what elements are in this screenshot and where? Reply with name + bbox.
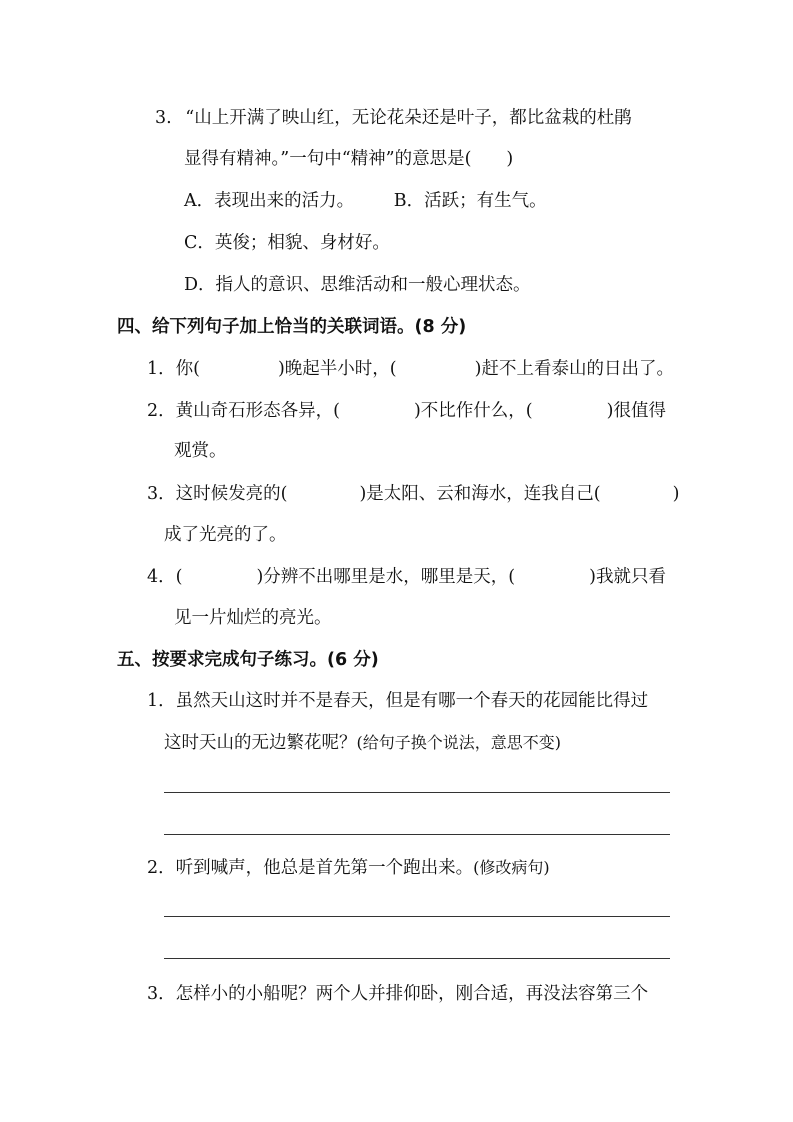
- q3-top-text: “山上开满了映山红，无论花朵还是叶子，都比盆栽的杜鹃: [185, 108, 632, 128]
- q3-option-c[interactable]: C．英俊；相貌、身材好。: [184, 233, 390, 253]
- s4-q4-line2: 见一片灿烂的亮光。: [174, 608, 332, 628]
- s4-q3: [147, 482, 679, 506]
- s4-q2-text-a: 黄山奇石形态各异，(: [175, 401, 340, 421]
- s4-q1-text-a: 你(: [175, 359, 200, 379]
- s5-q2-answer-line-1[interactable]: [164, 916, 670, 917]
- s5-q1-line1: [147, 689, 648, 713]
- section4-title: 四、给下列句子加上恰当的关联词语。(8 分): [117, 317, 467, 337]
- s4-q3-number: 3．: [147, 484, 176, 504]
- s4-q3-text-a: 这时候发亮的(: [175, 484, 288, 504]
- s4-q1: [147, 357, 674, 381]
- s4-q3-text-c: ): [672, 484, 680, 504]
- s5-q1-text-2: 这时天山的无边繁花呢？: [164, 733, 357, 753]
- s4-q2-line2: 观赏。: [174, 441, 227, 461]
- q3-option-d[interactable]: D．指人的意识、思维活动和一般心理状态。: [184, 275, 531, 295]
- s5-q1-line2: [164, 731, 561, 755]
- s4-q2-text-c: )很值得: [606, 401, 666, 421]
- s5-q2-text: 听到喊声，他总是首先第一个跑出来。: [175, 858, 474, 878]
- q3-top-line2: 显得有精神。”一句中“精神”的意思是( ): [184, 149, 514, 169]
- q3-option-row-ab: [184, 189, 547, 213]
- s5-q2-instruction: (修改病句): [473, 858, 550, 877]
- s5-q2-number: 2．: [147, 858, 176, 878]
- s5-q2-answer-line-2[interactable]: [164, 958, 670, 959]
- q3-top-number: 3.: [155, 108, 172, 128]
- s4-q1-text-c: )赶不上看泰山的日出了。: [474, 359, 674, 379]
- q3-option-b[interactable]: B．活跃；有生气。: [393, 191, 547, 211]
- s4-q4-text-c: )我就只看: [589, 567, 666, 587]
- s4-q3-text-b: )是太阳、云和海水，连我自己(: [359, 484, 601, 504]
- s5-q2-line1: [147, 856, 550, 880]
- s4-q2-number: 2．: [147, 401, 176, 421]
- s4-q1-number: 1．: [147, 359, 176, 379]
- q3-top-line1: [155, 106, 632, 130]
- s4-q3-line2: 成了光亮的了。: [164, 525, 287, 545]
- s4-q1-text-b: )晚起半小时，(: [277, 359, 397, 379]
- s5-q3-text: 怎样小的小船呢？两个人并排仰卧，刚合适，再没法容第三个: [175, 984, 649, 1004]
- s4-q4-number: 4．: [147, 567, 176, 587]
- s4-q2: [147, 399, 666, 423]
- s5-q1-instruction: (给句子换个说法，意思不变): [356, 733, 561, 752]
- s4-q4-text-a: (: [175, 567, 183, 587]
- s5-q1-answer-line-2[interactable]: [164, 834, 670, 835]
- s5-q1-number: 1．: [147, 691, 176, 711]
- s5-q1-answer-line-1[interactable]: [164, 792, 670, 793]
- section5-title: 五、按要求完成句子练习。(6 分): [117, 650, 379, 670]
- s5-q3-line1: [147, 982, 648, 1006]
- s4-q4: [147, 565, 666, 589]
- s5-q3-number: 3．: [147, 984, 176, 1004]
- s4-q2-text-b: )不比作什么，(: [413, 401, 533, 421]
- q3-option-a[interactable]: A．表现出来的活力。: [184, 191, 355, 211]
- s4-q4-text-b: )分辨不出哪里是水，哪里是天，(: [256, 567, 516, 587]
- s5-q1-text: 虽然天山这时并不是春天，但是有哪一个春天的花园能比得过: [175, 691, 649, 711]
